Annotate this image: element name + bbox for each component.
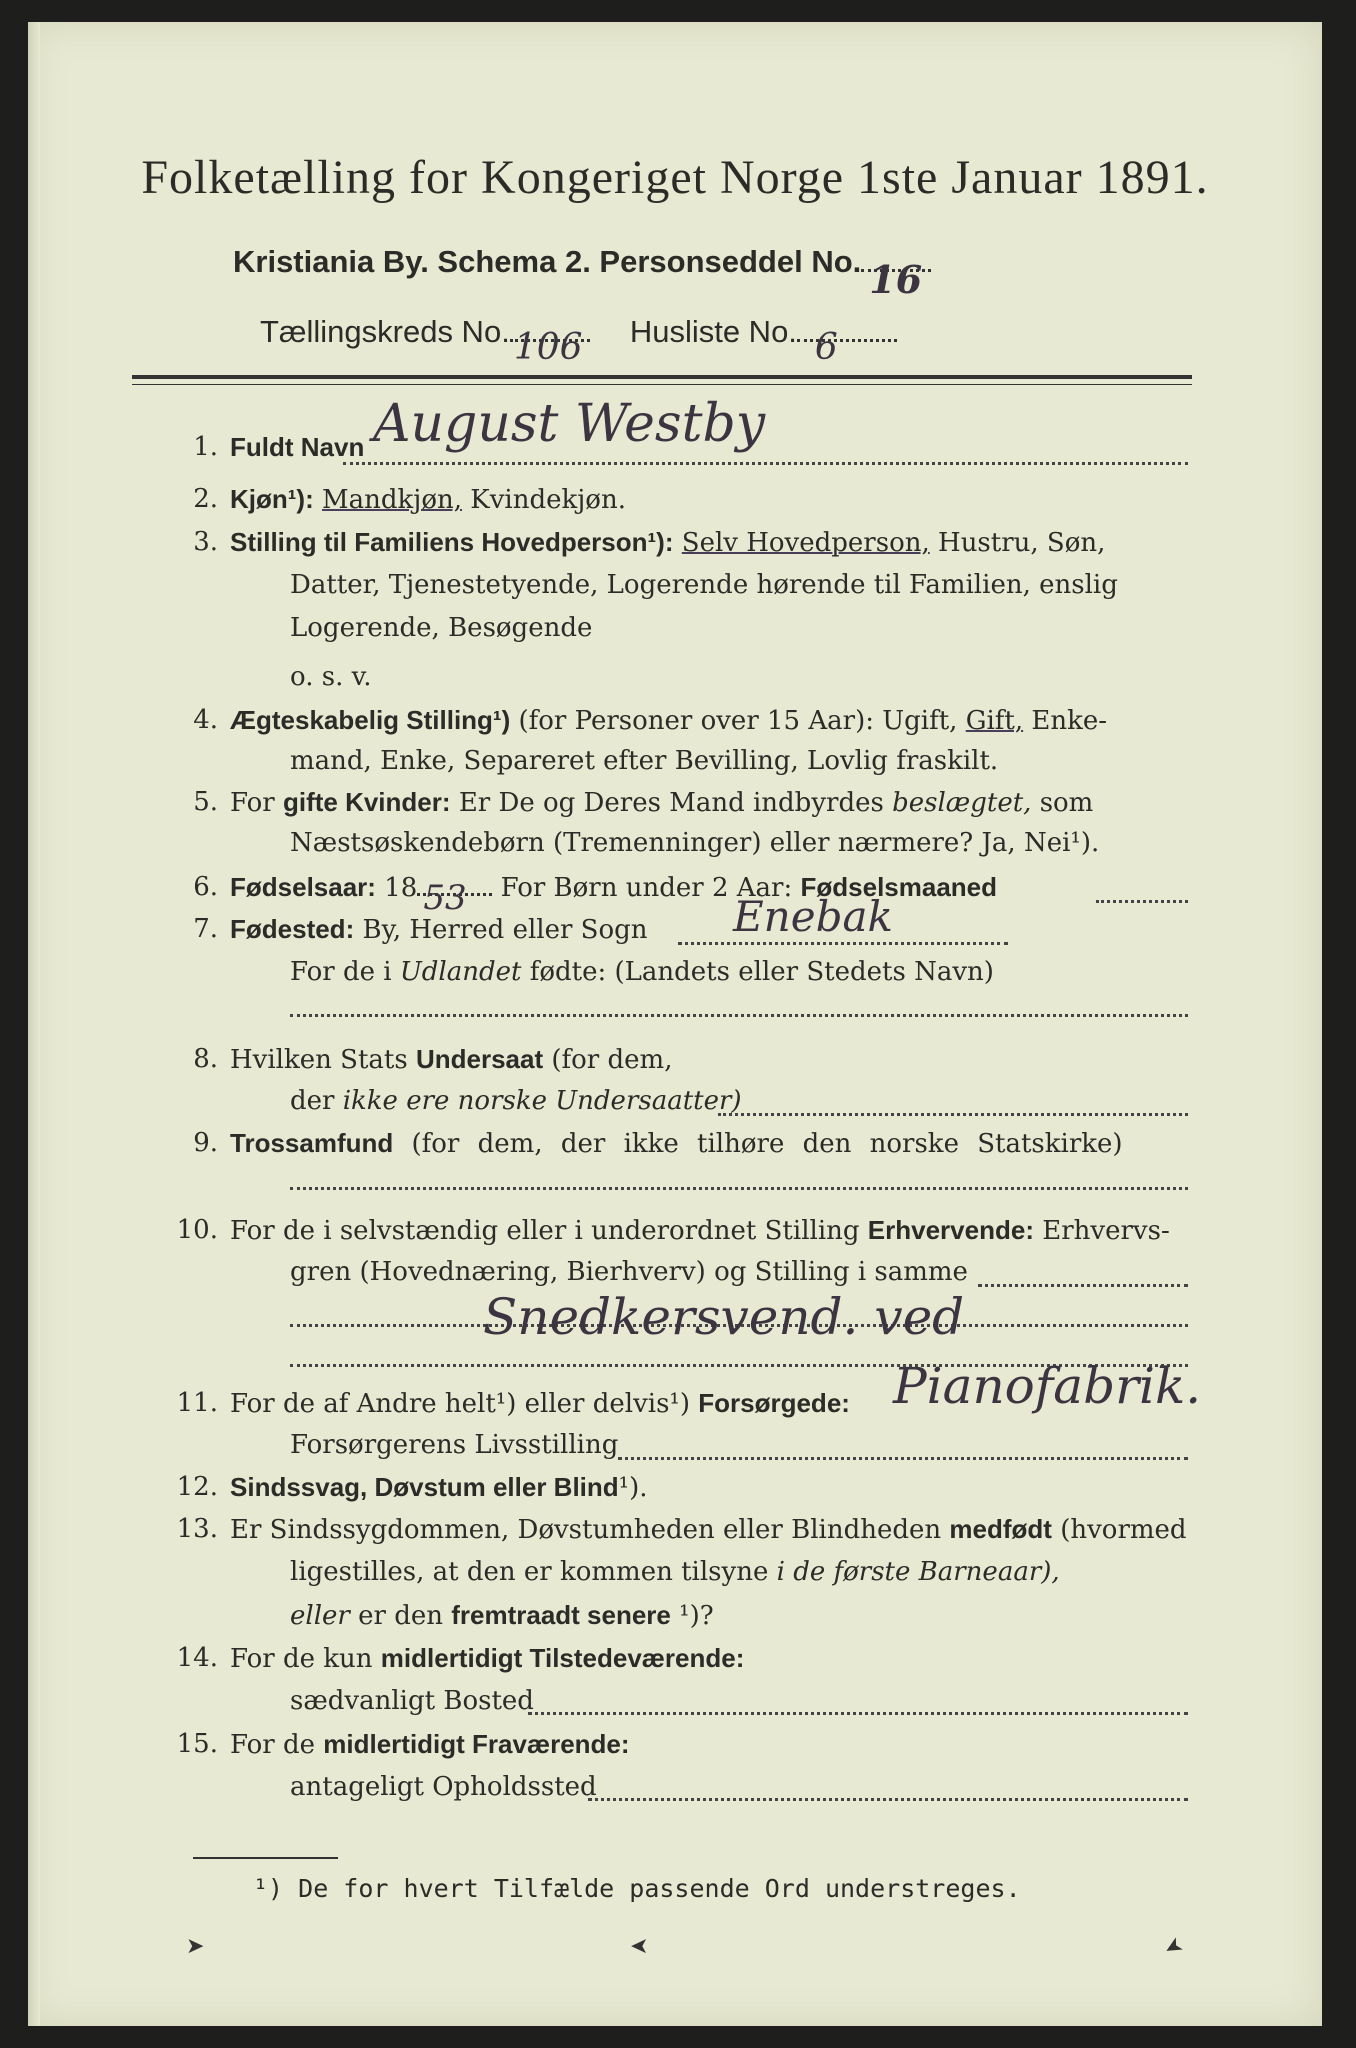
field-number: 7. (193, 914, 218, 944)
gender-male-underlined: Mandkjøn, (322, 485, 463, 515)
field-text: Er Sindssygdommen, Døvstumheden eller Blindheden (230, 1515, 942, 1545)
field-text: For de i selvstændig eller i underordnet Stilling (230, 1216, 860, 1246)
selv-hovedperson-underlined: Selv Hovedperson, (681, 528, 930, 558)
census-form-sheet (28, 22, 1322, 2026)
schema-line (233, 244, 931, 302)
field-text: Logerende, Besøgende (290, 613, 593, 643)
field-text: er den (358, 1601, 443, 1631)
field-label: fremtraadt senere (451, 1600, 671, 1630)
field-number: 14. (176, 1643, 218, 1673)
field-text: For (230, 788, 275, 818)
field-text: Enke- (1031, 706, 1108, 736)
field-text: ¹). (618, 1473, 648, 1503)
field-label: medfødt (949, 1514, 1052, 1544)
field-text: 18 (384, 873, 418, 903)
field-label: gifte Kvinder: (282, 787, 451, 817)
field-number: 12. (176, 1472, 218, 1502)
field-number: 1. (193, 432, 218, 462)
name-dotline (343, 462, 1188, 465)
paper-edge (28, 22, 40, 2026)
field-text: Hustru, Søn, (938, 528, 1106, 558)
header-rule-thick (132, 375, 1192, 379)
husliste-label: Husliste No. (629, 314, 797, 349)
field-number: 15. (176, 1729, 218, 1759)
field-text: sædvanligt Bosted (290, 1686, 534, 1716)
field-number: 11. (176, 1388, 218, 1418)
field-text: Erhvervs- (1042, 1216, 1170, 1246)
field-label: Undersaat (415, 1044, 544, 1074)
field-text: For de kun (230, 1644, 373, 1674)
field-text: (for Personer over 15 Aar): Ugift, (518, 706, 958, 736)
field-number: 9. (193, 1128, 218, 1158)
corner-mark-right: ➤ (1158, 1931, 1188, 1962)
field-text: ikke ere norske Undersaatter) (342, 1086, 742, 1116)
field-label: Ægteskabelig Stilling¹) (230, 705, 511, 735)
field-text: By, Herred eller Sogn (362, 915, 648, 945)
field-label: Fuldt Navn (230, 432, 365, 462)
field-text: ¹)? (679, 1601, 714, 1631)
field-text: i de første Barneaar), (776, 1557, 1060, 1587)
corner-mark-center: ➤ (630, 1934, 649, 1959)
field-text: Hvilken Stats (230, 1045, 408, 1075)
birthplace-value: Enebak (733, 892, 893, 941)
birth-year-value: 53 (423, 878, 467, 918)
field-text: (for dem, (551, 1045, 673, 1075)
employer-value: Pianofabrik. (893, 1357, 1202, 1415)
field-text: For de (230, 1730, 315, 1760)
husliste-no: 6 (814, 327, 838, 368)
field-label: Fødested: (230, 914, 355, 944)
field-text: gren (Hovednæring, Bierhverv) og Stilling i samme (290, 1257, 968, 1287)
field-text: For Børn under 2 Aar: (500, 873, 793, 903)
field-text: Forsørgerens Livsstilling (290, 1430, 619, 1460)
field-text: antageligt Opholdssted (290, 1772, 597, 1802)
gift-underlined: Gift, (965, 706, 1024, 736)
field-number: 6. (193, 872, 218, 902)
field-number: 4. (193, 705, 218, 735)
gender-female: Kvindekjøn. (470, 485, 626, 515)
field-text: eller (290, 1601, 350, 1631)
field-number: 3. (193, 527, 218, 557)
field-text: Næstsøskendebørn (Tremenninger) eller nærmere? Ja, Nei¹). (290, 828, 1100, 858)
field-text: fødte: (Landets eller Stedets Navn) (529, 957, 994, 987)
field-label: midlertidigt Fraværende: (323, 1729, 630, 1759)
field-text: Datter, Tjenestetyende, Logerende hørende til Familien, enslig (290, 570, 1118, 600)
field-number: 5. (193, 787, 218, 817)
field-text: (hvormed (1060, 1515, 1187, 1545)
field-text: For de i (290, 957, 392, 987)
field-number: 2. (193, 484, 218, 514)
field-text: ligestilles, at den er kommen tilsyne (290, 1557, 769, 1587)
tellingskreds-no: 106 (513, 327, 583, 368)
field-label: Erhvervende: (867, 1215, 1034, 1245)
field-text: Er De og Deres Mand indbyrdes (458, 788, 884, 818)
field-text: som (1039, 788, 1094, 818)
personseddel-no: 16 (869, 257, 923, 302)
field-text: (for dem, der ikke tilhøre den norske Statskirke) (411, 1129, 1123, 1159)
occupation-value: Snedkersvend. ved (483, 1288, 965, 1346)
field-label: Kjøn¹): (230, 484, 314, 514)
field-label: Forsørgede: (698, 1388, 850, 1418)
tk-label: Tællingskreds No. (260, 314, 510, 349)
header-rule-thin (132, 384, 1192, 385)
field-text: Udlandet (399, 957, 522, 987)
field-text: o. s. v. (290, 662, 372, 692)
footnote-rule (193, 1857, 338, 1859)
form-title: Folketælling for Kongeriget Norge 1ste Januar 1891. (141, 151, 1209, 204)
field-text: mand, Enke, Separeret efter Bevilling, Lovlig fraskilt. (290, 746, 999, 776)
field-number: 13. (176, 1514, 218, 1544)
field-label: Trossamfund (230, 1128, 394, 1158)
field-text: beslægtet, (892, 788, 1032, 818)
field-label: Fødselsaar: (230, 872, 376, 902)
field-label: Stilling til Familiens Hovedperson¹): (230, 527, 674, 557)
tellingskreds-line (260, 314, 897, 368)
field-label: midlertidigt Tilstedeværende: (380, 1643, 745, 1673)
field-label: Fødselsmaaned (800, 872, 998, 902)
field-number: 8. (193, 1044, 218, 1074)
field-text: der (290, 1086, 335, 1116)
footnote: ¹) De for hvert Tilfælde passende Ord understreges. (253, 1874, 1021, 1903)
field-label: Sindssvag, Døvstum eller Blind (230, 1472, 619, 1502)
schema-line-text: Kristiania By. Schema 2. Personseddel No. (233, 244, 862, 279)
field-text: For de af Andre helt¹) eller delvis¹) (230, 1389, 690, 1419)
field-number: 10. (176, 1215, 218, 1245)
full-name-value: August Westby (373, 394, 766, 454)
corner-mark-left: ➤ (186, 1934, 205, 1959)
